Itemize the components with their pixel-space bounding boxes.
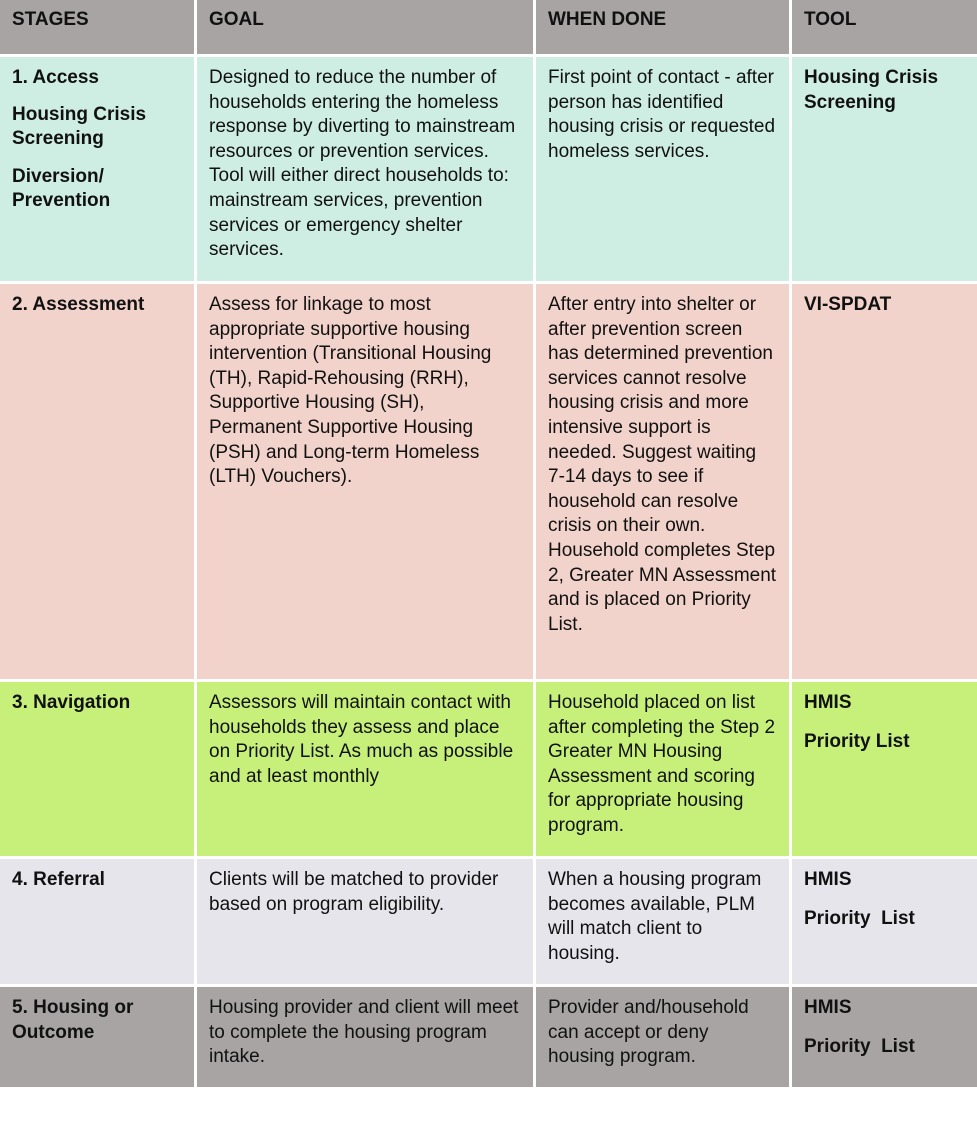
table-row: [0, 57, 977, 284]
goal-cell: Assess for linkage to most appropriate supportive housing intervention (Transitional Housing (TH), Rapid-Rehousing (RRH), Supportive Housing (SH), Permanent Supportive Housing (PSH) and Long-term Homeless (LTH) Vouchers).: [197, 284, 536, 682]
tool-name: HMIS: [804, 997, 852, 1018]
tool-name: Priority List: [804, 730, 910, 752]
table-row: [0, 987, 977, 1090]
stage-title: 4. Referral: [12, 869, 105, 890]
stage-title: 5. Housing or Outcome: [12, 997, 134, 1043]
stage-title: 2. Assessment: [12, 294, 145, 315]
header-stages: STAGES: [0, 0, 197, 57]
stage-cell: [0, 859, 197, 987]
when-done-cell: Household placed on list after completing the Step 2 Greater MN Housing Assessment and scoring for appropriate housing program.: [536, 682, 792, 859]
stage-cell: [0, 987, 197, 1090]
header-tool: TOOL: [792, 0, 977, 57]
header-goal: GOAL: [197, 0, 536, 57]
goal-cell: Assessors will maintain contact with households they assess and place on Priority List. As much as possible and at least monthly: [197, 682, 536, 859]
tool-name: Priority List: [804, 907, 915, 929]
stage-title: 3. Navigation: [12, 692, 131, 713]
tool-name: VI-SPDAT: [804, 294, 892, 315]
tool-name: HMIS: [804, 869, 852, 890]
when-done-cell: When a housing program becomes available, PLM will match client to housing.: [536, 859, 792, 987]
table-row: [0, 682, 977, 859]
table-row: [0, 284, 977, 682]
stage-cell: [0, 57, 197, 284]
tool-cell: [792, 859, 977, 987]
tool-name: Priority List: [804, 1035, 915, 1057]
stage-subtitle: Diversion/ Prevention: [12, 165, 111, 212]
tool-cell: [792, 987, 977, 1090]
header-row: [0, 0, 977, 57]
tool-cell: [792, 57, 977, 284]
tool-name: HMIS: [804, 692, 852, 713]
table-row: [0, 859, 977, 987]
tool-cell: [792, 682, 977, 859]
header-when-done: WHEN DONE: [536, 0, 792, 57]
stage-cell: [0, 284, 197, 682]
when-done-cell: First point of contact - after person has identified housing crisis or requested homeless services.: [536, 57, 792, 284]
when-done-cell: Provider and/household can accept or deny housing program.: [536, 987, 792, 1090]
goal-cell: Clients will be matched to provider based on program eligibility.: [197, 859, 536, 987]
tool-name: Housing Crisis Screening: [804, 67, 939, 113]
goal-cell: Housing provider and client will meet to complete the housing program intake.: [197, 987, 536, 1090]
tool-cell: [792, 284, 977, 682]
stage-title: 1. Access: [12, 67, 99, 88]
stage-cell: [0, 682, 197, 859]
stage-subtitle: Housing Crisis Screening: [12, 103, 147, 150]
goal-cell: Designed to reduce the number of households entering the homeless response by diverting to mainstream resources or prevention services. Tool will either direct households to: mainstream services, prevention services or emergency shelter services.: [197, 57, 536, 284]
when-done-cell: After entry into shelter or after prevention screen has determined prevention services cannot resolve housing crisis and more intensive support is needed. Suggest waiting 7-14 days to see if household can resolve crisis on their own. Household completes Step 2, Greater MN Assessment and is placed on Priority List.: [536, 284, 792, 682]
